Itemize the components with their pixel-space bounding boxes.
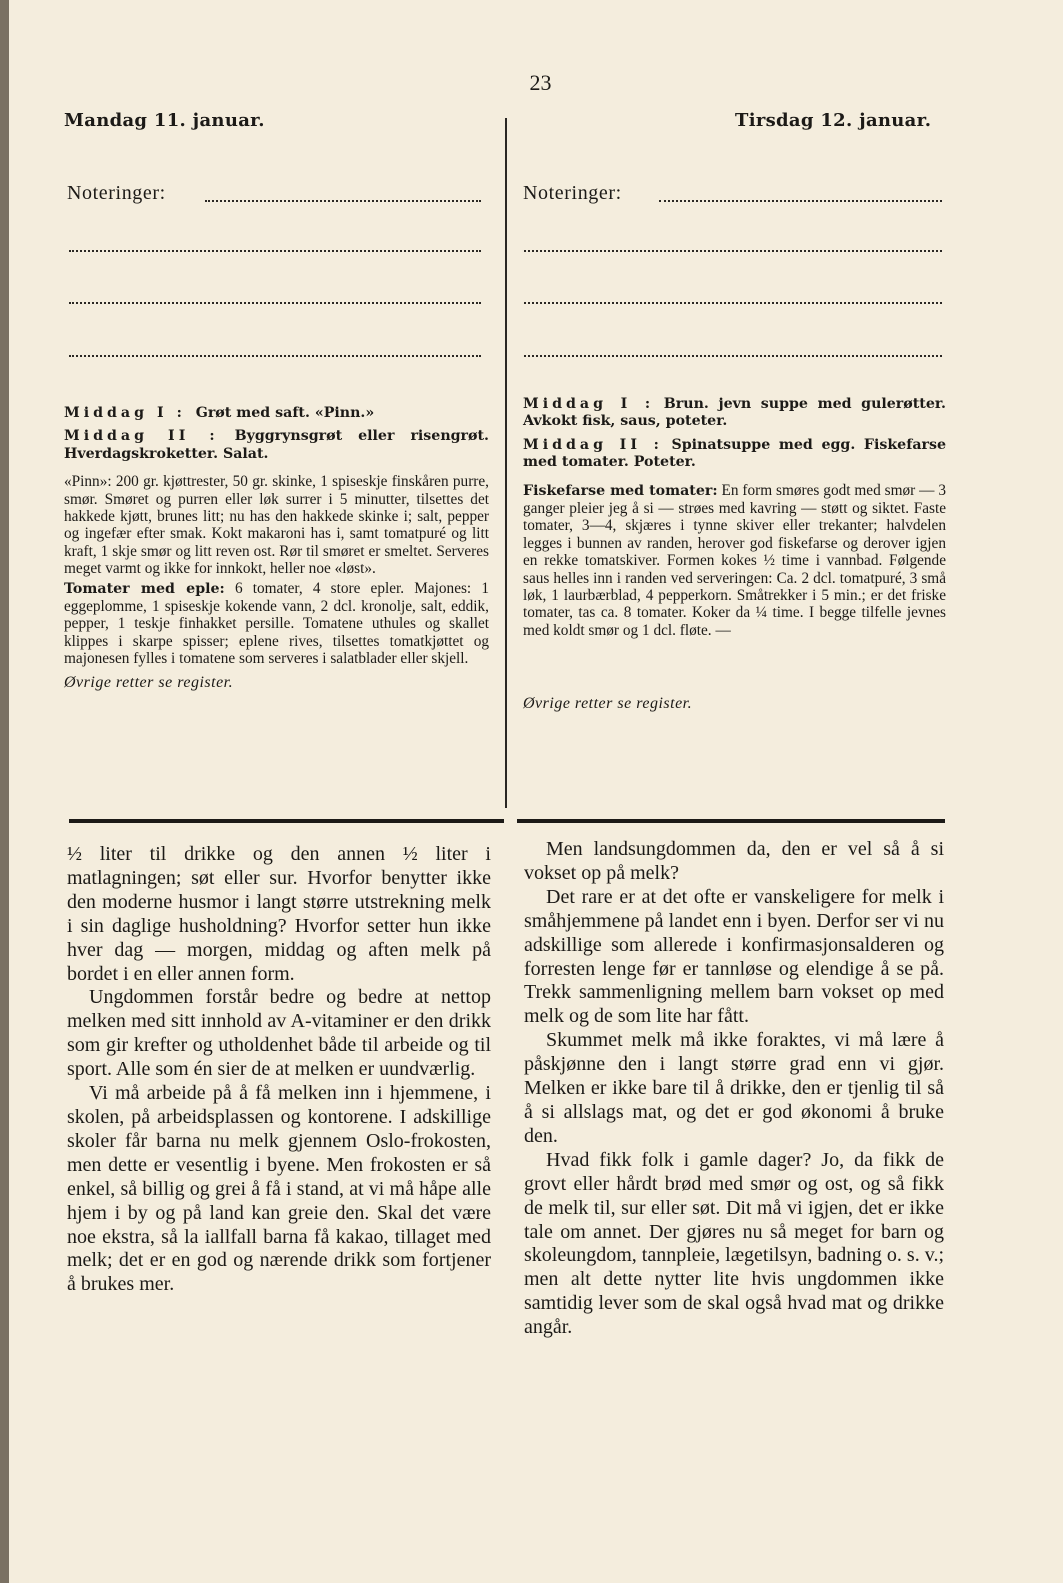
essay-paragraph: Hvad fikk folk i gamle dager? Jo, da fikk de grovt eller hårdt brød med smør og ost, og så fikk de melk til, sur eller søt. Dit må vi igjen, det er ikke tale om annet. Der gjøres nu så meget for barn og skoleungdom, tannpleie, lægetilsyn, badning o. s. v.; men alt dette nytter lite hvis ungdommen ikke samtidig lever som de skal også hvad mat og drikke angår.	[524, 1148, 944, 1339]
notes-line	[524, 301, 942, 304]
notes-label: Noteringer:	[523, 182, 622, 204]
section-rule	[517, 819, 945, 823]
notes-label: Noteringer:	[67, 182, 166, 204]
essay-paragraph: Skummet melk må ikke foraktes, vi må lære å påskjønne den i langt større grad enn vi gjør. Melken er ikke bare til å drikke, den er tjenlig til så å si allslags mat, og det er god økonomi å bruke den.	[524, 1029, 944, 1147]
notes-line	[659, 199, 942, 202]
middag-1-right: Middag I : Brun. jevn suppe med gulerøtter. Avkokt fisk, saus, poteter.	[523, 396, 946, 430]
notes-line	[205, 199, 481, 202]
notes-line	[524, 354, 942, 357]
menu-column-left	[64, 405, 489, 691]
essay-column-left	[67, 843, 491, 1297]
essay-paragraph: Det rare er at det ofte er vanskeligere for melk i småhjemmene på landet enn i byen. Derfor ser vi nu adskillige som allerede i konfirmasjonsalderen og forresten lenge før er tannløse og elendige å se på. Trekk sammenligning mellem barn vokset op med melk og de som lite har fått.	[524, 885, 944, 1028]
essay-paragraph: Vi må arbeide på å få melken inn i hjemmene, i skolen, på arbeidsplassen og kontorene. I adskillige skoler får barna nu melk gjennem Oslo-frokosten, men dette er vesentlig i byene. Men frokosten er så enkel, så billig og grei å få i stand, at vi må håpe alle hjem i by og på land kan greie den. Skal det være noe ekstra, så la iallfall barna få kakao, tillaget med melk; det er en god og nærende drikk som fortjener å brukes mer.	[67, 1082, 491, 1296]
essay-paragraph: Ungdommen forstår bedre og bedre at nettop melken med sitt innhold av A-vitaminer er den drikk som gir krefter og utholdenhet både til arbeide og til sport. Alle som én sier de at melken er uundværlig.	[67, 986, 491, 1081]
essay-paragraph: ½ liter til drikke og den annen ½ liter i matlagningen; søt eller sur. Hvorfor benytter ikke den moderne husmor i langt større utstrekning melk i sin daglige husholdning? Hvorfor setter hun ikke hver dag — morgen, middag og aften melk på bordet i en eller annen form.	[67, 843, 491, 985]
day-header-monday: Mandag 11. januar.	[64, 110, 265, 131]
notes-line	[69, 301, 481, 304]
essay-column-right	[524, 838, 944, 1340]
section-rule	[69, 819, 504, 823]
recipe-pinn: «Pinn»: 200 gr. kjøttrester, 50 gr. skinke, 1 spiseskje finskåren purre, smør. Smøret og purren eller løk surrer i 5 minutter, tilsettes det hakkede kjøtt, brunes litt; nu has den hakkede skinke i; salt, pepper og ingefær efter smak. Kokt makaroni has i, samt tomatpuré og litt kraft, 1 skje smør og litt reven ost. Rør til smøret er smeltet. Serveres meget varmt og ikke for innkokt, heller noe «løst».	[64, 473, 489, 578]
page-number: 23	[529, 70, 552, 95]
other-dishes-ref: Øvrige retter se register.	[523, 695, 693, 713]
middag-2-left: Middag II : Byggrynsgrøt eller risengrøt. Hverdagskroketter. Salat.	[64, 428, 489, 462]
essay-paragraph: Men landsungdommen da, den er vel så å si vokset op på melk?	[524, 838, 944, 884]
notes-line	[69, 354, 481, 357]
notes-line	[69, 249, 481, 252]
middag-2-right: Middag II : Spinatsuppe med egg. Fiskefarse med tomater. Poteter.	[523, 436, 946, 471]
notes-line	[524, 249, 942, 252]
day-header-tuesday: Tirsdag 12. januar.	[735, 110, 932, 131]
recipe-tomater-med-eple: Tomater med eple: 6 tomater, 4 store epler. Majones: 1 eggeplomme, 1 spiseskje kokende vann, 2 dcl. kronolje, salt, eddik, pepper, 1 teskje finhakket persille. Tomatene uthules og skallet klippes i skarpe spisser; eplene rives, tilsettes tomatkjøttet og majonesen fylles i tomatene som serveres i salatblader eller skjell.	[64, 579, 489, 668]
column-divider	[505, 118, 507, 808]
menu-column-right	[523, 396, 946, 713]
recipe-fiskefarse: Fiskefarse med tomater: En form smøres godt med smør — 3 ganger pleier jeg å si — strøes med kavring — støtt og siktet. Faste tomater, 3—4, skjæres i tynne skiver eller trekanter; halvdelen legges i bunnen av randen, herover god fiskefarse og derover igjen en rekke tomatskiver. Formen kokes ½ time i vannbad. Følgende saus helles inn i randen ved serveringen: Ca. 2 dcl. tomatpuré, 3 små løk, 1 laurbærblad, 4 pepperkorn. Småtrekker i 5 min.; er det friske tomater, tas ca. 8 tomater. Koker da ¼ time. I begge tilfelle jevnes med koldt smør og 1 dcl. fløte. —	[523, 481, 946, 639]
middag-1-left: Middag I : Grøt med saft. «Pinn.»	[64, 405, 375, 421]
other-dishes-ref: Øvrige retter se register.	[64, 673, 234, 691]
